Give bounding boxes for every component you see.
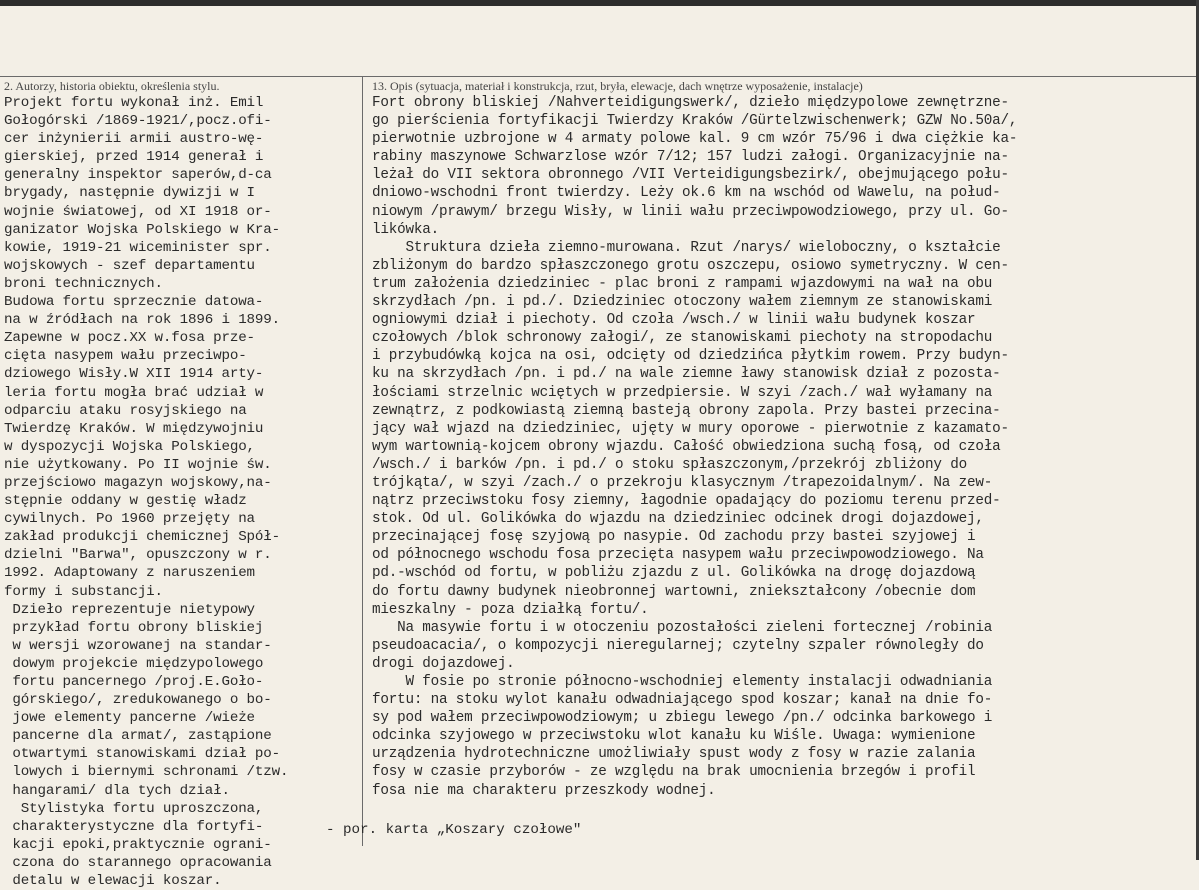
- history-column: [4, 94, 356, 890]
- description-text-line: ku na skrzydłach /pn. i pd./ na wale ziemne ławy stanowisk dział z pozosta-: [372, 366, 1001, 383]
- history-text-line: stępnie oddany w gestię władz: [4, 493, 247, 510]
- description-text-line: fosy w czasie przyborów - ze względu na brak umocnienia brzegów i profil: [372, 764, 976, 781]
- description-text-line: leżał do VII sektora obronnego /VII Verteidigungsbezirk/, obejmującego połu-: [372, 167, 1009, 184]
- description-text-line: Struktura dzieła ziemno-murowana. Rzut /narys/ wieloboczny, o kształcie: [372, 239, 1001, 256]
- description-text-line: jący wał wjazd na dziedziniec, ujęty w mury oporowe - pierwotnie z kazamato-: [372, 420, 1009, 437]
- description-text-line: odcinka szyjowego w przeciwstoku wlot kanału ku Wiśle. Uwaga: wymienione: [372, 728, 976, 745]
- description-text-line: go pierścienia fortyfikacji Twierdzy Kraków /Gürtelzwischenwerk; GZW No.50a/,: [372, 113, 1018, 130]
- history-text-line: broni technicznych.: [4, 275, 163, 292]
- history-text-line: detalu w elewacji koszar.: [4, 873, 222, 890]
- description-text-line: urządzenia hydrotechniczne umożliwiały spust wody z fosy w razie zalania: [372, 746, 976, 763]
- description-text-line: pierwotnie uzbrojone w 4 armaty polowe kal. 9 cm wzór 75/96 i dwa ciężkie ka-: [372, 131, 1018, 148]
- history-text-line: cer inżynierii armii austro-wę-: [4, 131, 264, 148]
- history-text-line: leria fortu mogła brać udział w: [4, 384, 264, 401]
- description-text-line: fosa nie ma charakteru przeszkody wodnej.: [372, 782, 716, 799]
- history-text-line: kacji epoki,praktycznie ograni-: [4, 836, 272, 853]
- history-text-line: odparciu ataku rosyjskiego na: [4, 402, 247, 419]
- description-text-line: wym wartownią-kojcem obrony wjazdu. Całość obwiedziona suchą fosą, od czoła: [372, 438, 1001, 455]
- history-text-line: otwartymi stanowiskami dział po-: [4, 746, 281, 763]
- history-text-line: nie użytkowany. Po II wojnie św.: [4, 456, 272, 473]
- history-text-line: przykład fortu obrony bliskiej: [4, 619, 264, 636]
- history-text-line: przejściowo magazyn wojskowy,na-: [4, 474, 272, 491]
- history-text-line: brygady, następnie dywizji w I: [4, 185, 255, 202]
- history-text-line: ganizator Wojska Polskiego w Kra-: [4, 221, 281, 238]
- header-divider: [0, 76, 1196, 77]
- history-text-line: Zapewne w pocz.XX w.fosa prze-: [4, 330, 255, 347]
- description-text-line: zbliżonym do bardzo spłaszczonego grotu oszczepu, osiowo symetryczny. W cen-: [372, 257, 1009, 274]
- description-text-line: rabiny maszynowe Schwarzlose wzór 7/12; 157 ludzi załogi. Organizacyjnie na-: [372, 149, 1009, 166]
- history-text-line: kowie, 1919-21 wiceminister spr.: [4, 239, 272, 256]
- history-text-line: wojskowych - szef departamentu: [4, 257, 255, 274]
- description-text-line: mieszkalny - poza działką fortu/.: [372, 601, 649, 618]
- history-text-line: górskiego/, zredukowanego o bo-: [4, 692, 272, 709]
- description-text-line: fortu: na stoku wylot kanału odwadniającego spod koszar; kanał na dnie fo-: [372, 692, 993, 709]
- history-text-line: wojnie światowej, od XI 1918 or-: [4, 203, 272, 220]
- history-text-line: hangarami/ dla tych dział.: [4, 782, 230, 799]
- description-text-line: przecinającej fosę szyjową po nasypie. Od zachodu przy bastei szyjowej i: [372, 529, 976, 546]
- history-text-line: Budowa fortu sprzecznie datowa-: [4, 294, 264, 311]
- description-text-line: trum założenia dziedziniec - plac broni z rampami wjazdowymi na wał na obu: [372, 275, 993, 292]
- description-text-line: pd.-wschód od fortu, w pobliżu zjazdu z ul. Golikówka na drogę dojazdową: [372, 565, 976, 582]
- history-text-line: w dyspozycji Wojska Polskiego,: [4, 438, 255, 455]
- description-text-line: niowym /prawym/ brzegu Wisły, w linii wału przeciwpowodziowego, przy ul. Go-: [372, 203, 1009, 220]
- description-column: [372, 94, 1194, 800]
- section-2-header: 2. Autorzy, historia obiektu, określenia stylu.: [4, 79, 220, 93]
- description-text-line: Fort obrony bliskiej /Nahverteidigungswerk/, dzieło międzypolowe zewnętrzne-: [372, 95, 1009, 111]
- description-text-line: W fosie po stronie północno-wschodniej elementy instalacji odwadniania: [372, 674, 993, 690]
- description-text-line: czołowych /blok schronowy załogi/, ze stanowiskami piechoty na stropodachu: [372, 330, 993, 347]
- history-text-line: na w źródłach na rok 1896 i 1899.: [4, 312, 281, 329]
- history-text-line: Twierdzę Kraków. W międzywojniu: [4, 420, 264, 437]
- column-divider: [362, 76, 363, 846]
- history-text-line: dzielni "Barwa", opuszczony w r.: [4, 547, 272, 564]
- description-text-line: łościami strzelnic wciętych w przedpiersie. W szyi /zach./ wał wyłamany na: [372, 384, 993, 401]
- history-text-line: pancerne dla armat/, zastąpione: [4, 728, 272, 745]
- history-text-line: Stylistyka fortu uproszczona,: [4, 800, 264, 817]
- history-text-line: 1992. Adaptowany z naruszeniem: [4, 565, 255, 582]
- description-text-line: i przybudówką kojca na osi, odcięty od dziedzińca płytkim rowem. Przy budyn-: [372, 348, 1009, 365]
- description-text-line: stok. Od ul. Golikówka do wjazdu na dziedziniec odcinek drogi dojazdowej,: [372, 511, 984, 528]
- history-text-line: dowym projekcie międzypolowego: [4, 655, 264, 672]
- scan-edge-top: [0, 0, 1199, 6]
- history-text-line: zakład produkcji chemicznej Spół-: [4, 529, 281, 546]
- history-text-line: czona do starannego opracowania: [4, 854, 272, 871]
- description-text-line: /wsch./ i barków /pn. i pd./ o stoku spłaszczonym,/przekrój zbliżony do: [372, 456, 967, 473]
- description-text-line: do fortu dawny budynek nieobronnej wartowni, zniekształcony /obecnie dom: [372, 583, 976, 600]
- description-text-line: zewnątrz, z podkowiastą ziemną basteją obrony zapola. Przy bastei przecina-: [372, 402, 1001, 419]
- history-text-line: Gołogórski /1869-1921/,pocz.ofi-: [4, 113, 272, 130]
- description-text-line: likówka.: [372, 221, 440, 238]
- description-text-line: pseudoacacia/, o kompozycji nieregularnej; czytelny szpaler równoległy do: [372, 637, 984, 654]
- description-text-line: drogi dojazdowej.: [372, 655, 515, 672]
- history-text-line: jowe elementy pancerne /wieże: [4, 710, 255, 727]
- description-text-line: sy pod wałem przeciwpowodziowym; u zbiegu lewego /pn./ odcinka barkowego i: [372, 710, 993, 727]
- section-13-header: 13. Opis (sytuacja, materiał i konstrukcja, rzut, bryła, elewacje, dach wnętrze wyposażenie, instalacje): [372, 79, 863, 93]
- history-text-line: cywilnych. Po 1960 przejęty na: [4, 511, 255, 528]
- description-text-line: Na masywie fortu i w otoczeniu pozostałości zieleni fortecznej /robinia: [372, 619, 993, 636]
- history-text-line: gierskiej, przed 1914 generał i: [4, 149, 264, 166]
- description-text-line: skrzydłach /pn. i pd./. Dziedziniec otoczony wałem ziemnym ze stanowiskami: [372, 294, 993, 311]
- description-text-line: trójkąta/, w szyi /zach./ o przekroju klasycznym /trapezoidalnym/. Na zew-: [372, 474, 993, 491]
- cross-reference-note: - por. karta „Koszary czołowe": [326, 822, 582, 838]
- history-text-line: Projekt fortu wykonał inż. Emil: [4, 95, 264, 111]
- history-text-line: w wersji wzorowanej na standar-: [4, 637, 272, 654]
- history-text-line: formy i substancji.: [4, 583, 163, 600]
- description-text-line: nątrz przeciwstoku fosy ziemny, łagodnie opadający do poziomu terenu przed-: [372, 493, 1001, 510]
- history-text-line: Dzieło reprezentuje nietypowy: [4, 601, 255, 618]
- description-text-line: dniowo-wschodni front twierdzy. Leży ok.6 km na wschód od Wawelu, na połud-: [372, 185, 1001, 202]
- history-text-line: charakterystyczne dla fortyfi-: [4, 818, 264, 835]
- history-text-line: fortu pancernego /proj.E.Goło-: [4, 674, 264, 690]
- history-text-line: dziowego Wisły.W XII 1914 arty-: [4, 366, 264, 383]
- history-text-line: cięta nasypem wału przeciwpo-: [4, 348, 247, 365]
- history-text-line: lowych i biernymi schronami /tzw.: [4, 764, 289, 781]
- description-text-line: ogniowymi dział i piechoty. Od czoła /wsch./ w linii wału budynek koszar: [372, 312, 976, 329]
- description-text-line: od północnego wschodu fosa przecięta nasypem wału przeciwpowodziowego. Na: [372, 547, 984, 564]
- history-text-line: generalny inspektor saperów,d-ca: [4, 167, 272, 184]
